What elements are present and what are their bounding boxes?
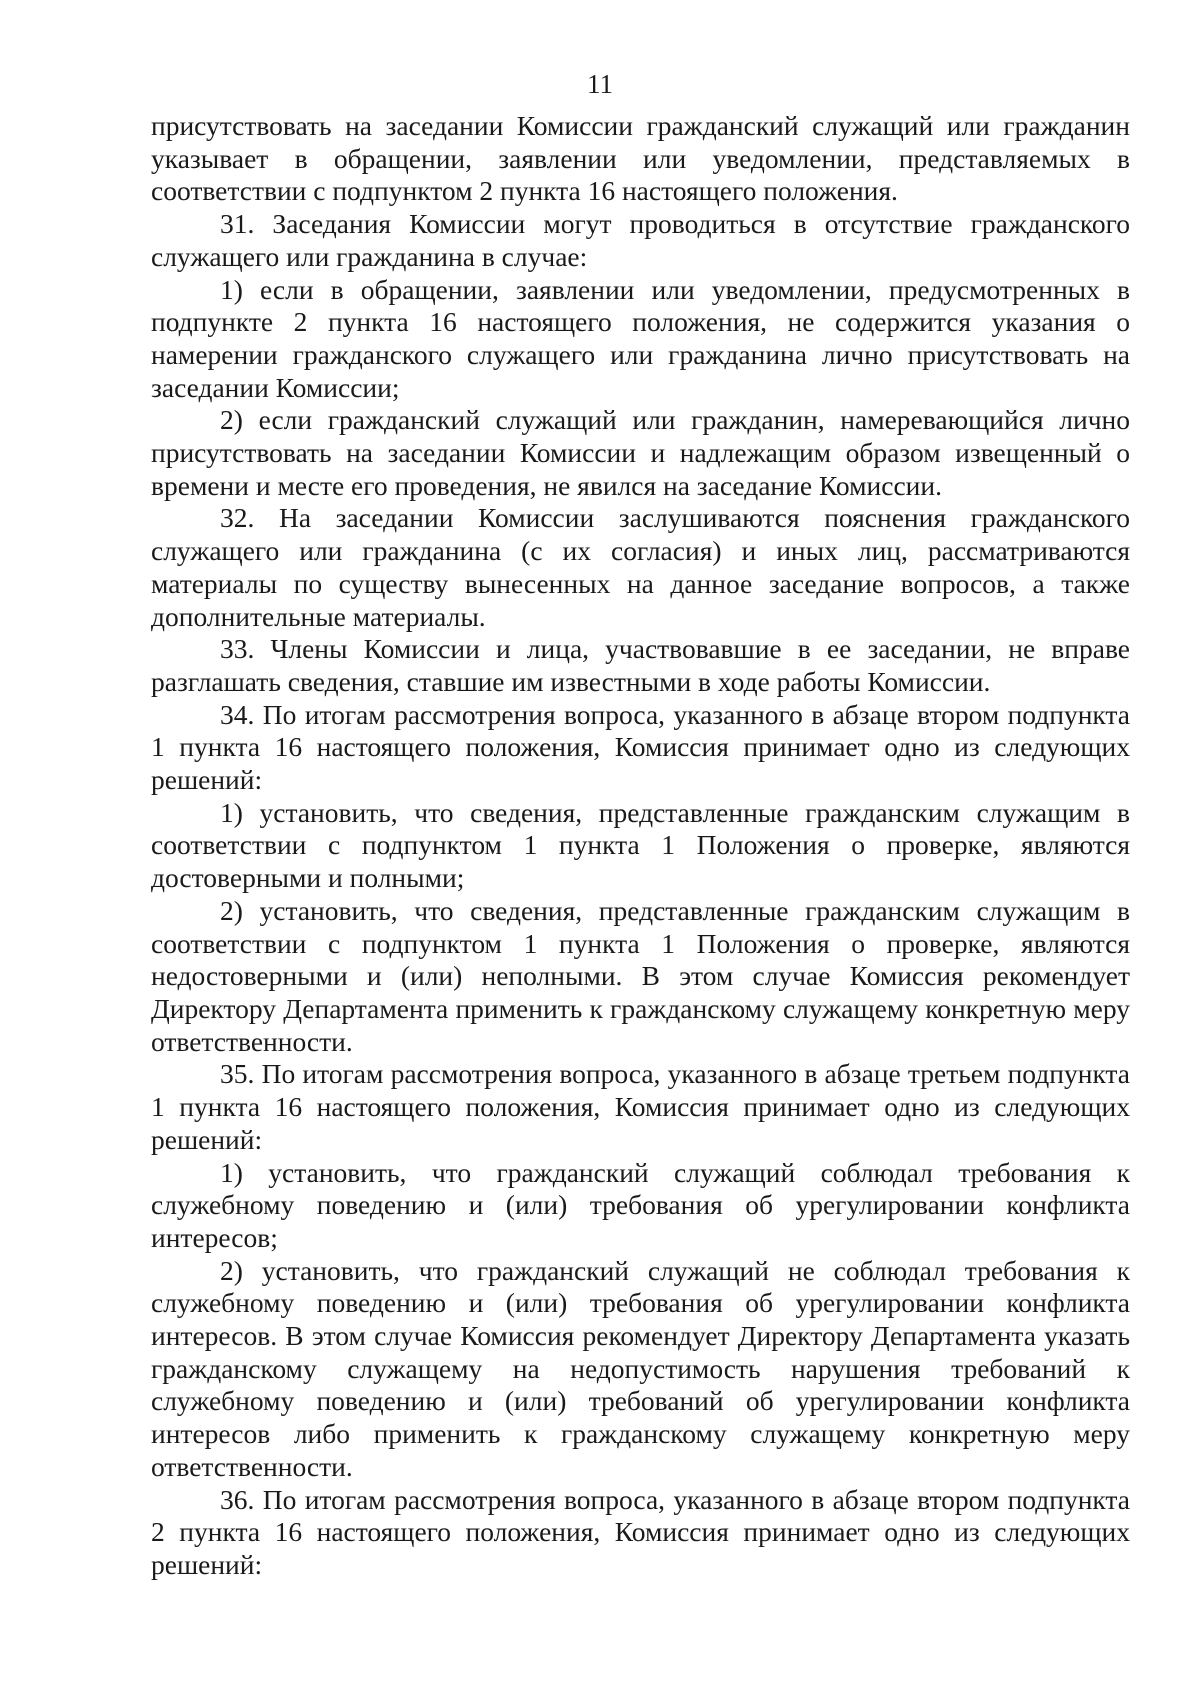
- page-number: 11: [587, 69, 613, 99]
- paragraph: 1) установить, что гражданский служащий соблюдал требования к служебному поведению и (или) требования об урегулировании конфликта интересов;: [151, 1156, 1130, 1253]
- paragraph: 33. Члены Комиссии и лица, участвовавшие в ее заседании, не вправе разглашать сведения, ставшие им известными в ходе работы Комиссии.: [151, 633, 1130, 697]
- paragraph: 2) если гражданский служащий или гражданин, намеревающийся лично присутствовать на заседании Комиссии и надлежащим образом извещенный о времени и месте его проведения, не явился на заседание Комиссии.: [151, 404, 1130, 501]
- paragraph: 36. По итогам рассмотрения вопроса, указанного в абзаце втором подпункта 2 пункта 16 настоящего положения, Комиссия принимает одно из следующих решений:: [151, 1483, 1130, 1580]
- paragraph: 1) если в обращении, заявлении или уведомлении, предусмотренных в подпункте 2 пункта 16 настоящего положения, не содержится указания о намерении гражданского служащего или гражданина лично присутствовать на заседании Комиссии;: [151, 273, 1130, 403]
- paragraph: присутствовать на заседании Комиссии гражданский служащий или гражданин указывает в обращении, заявлении или уведомлении, представляемых в соответствии с подпунктом 2 пункта 16 настоящего положения.: [151, 110, 1130, 207]
- paragraph: 31. Заседания Комиссии могут проводиться в отсутствие гражданского служащего или гражданина в случае:: [151, 208, 1130, 272]
- document-body: [151, 110, 1130, 1582]
- paragraph: 35. По итогам рассмотрения вопроса, указанного в абзаце третьем подпункта 1 пункта 16 настоящего положения, Комиссия принимает одно из следующих решений:: [151, 1058, 1130, 1155]
- paragraph: 34. По итогам рассмотрения вопроса, указанного в абзаце втором подпункта 1 пункта 16 настоящего положения, Комиссия принимает одно из следующих решений:: [151, 698, 1130, 796]
- paragraph: 1) установить, что сведения, представленные гражданским служащим в соответствии с подпунктом 1 пункта 1 Положения о проверке, являются достоверными и полными;: [151, 796, 1130, 894]
- paragraph: 2) установить, что гражданский служащий не соблюдал требования к служебному поведению и (или) требования об урегулировании конфликта интересов. В этом случае Комиссия рекомендует Директору Департамента указать гражданскому служащему на недопустимость нарушения требований к служебному поведению и (или) требований об урегулировании конфликта интересов либо применить к гражданскому служащему конкретную меру ответственности.: [151, 1254, 1130, 1482]
- paragraph: 32. На заседании Комиссии заслушиваются пояснения гражданского служащего или гражданина (с их согласия) и иных лиц, рассматриваются материалы по существу вынесенных на данное заседание вопросов, а также дополнительные материалы.: [151, 502, 1130, 632]
- paragraph: 2) установить, что сведения, представленные гражданским служащим в соответствии с подпунктом 1 пункта 1 Положения о проверке, являются недостоверными и (или) неполными. В этом случае Комиссия рекомендует Директору Департамента применить к гражданскому служащему конкретную меру ответственности.: [151, 894, 1130, 1057]
